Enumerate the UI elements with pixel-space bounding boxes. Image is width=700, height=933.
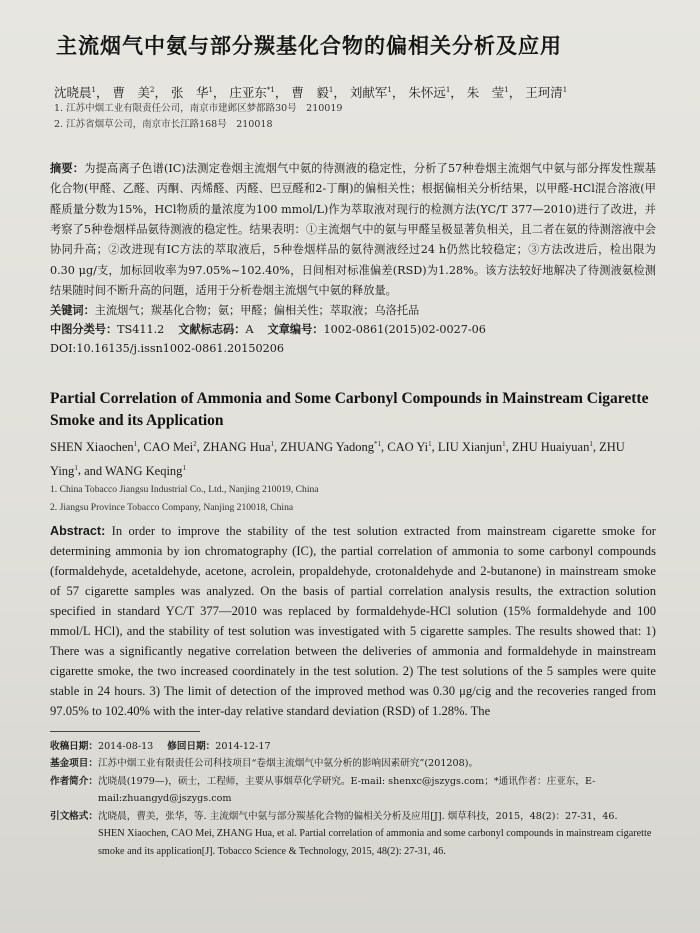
abstract-cn: [50, 159, 656, 301]
title-cn: 主流烟气中氨与部分羰基化合物的偏相关分析及应用: [56, 34, 562, 58]
author-bio-row: [50, 773, 656, 808]
author-bio-text: 沈晓晨(1979—)，硕士，工程师，主要从事烟草化学研究。E-mail: shenxc@jszygs.com；*通讯作者：庄亚东，E-mail:zhuangyd@jszygs.com: [97, 775, 596, 805]
author-en: CAO Mei$^2$: [143, 440, 197, 455]
fund-text: 江苏中烟工业有限责任公司科技项目“卷烟主流烟气中氨分析的影响因素研究”(201208)。: [97, 758, 479, 770]
author-en: ZHANG Hua$^1$: [202, 440, 275, 455]
author-en: ZHU Ying$^1$: [50, 440, 625, 478]
fund-label: 基金项目：: [50, 758, 98, 770]
footnotes: [50, 738, 656, 861]
author-en: ZHU Huaiyuan$^1$: [511, 440, 593, 455]
author-bio-label: 作者简介：: [50, 775, 98, 787]
author-cn: 曹 美$^2$: [112, 85, 155, 101]
author-cn: 朱 莹$^1$: [466, 85, 509, 101]
author-cn: 刘献军$^1$: [349, 85, 392, 101]
doc-code-value: A: [245, 323, 254, 337]
clc-value: TS411.2: [117, 323, 165, 337]
received-date: 2014-08-13: [97, 740, 154, 752]
citation-en-row: [50, 825, 656, 860]
author-cn: 庄亚东$^{*1}$: [229, 85, 275, 101]
author-en: ZHUANG Yadong$^{*1}$: [280, 440, 382, 455]
article-no-value: 1002-0861(2015)02-0027-06: [323, 323, 486, 337]
author-en: CAO Yi$^1$: [387, 440, 432, 455]
citation-label: 引文格式：: [50, 810, 98, 822]
citation-text-cn: 沈晓晨，曹美，张华，等. 主流烟气中氨与部分羰基化合物的偏相关分析及应用[J]. 烟草科技，2015，48(2)：27-31，46.: [97, 810, 618, 822]
authors-cn: 沈晓晨$^1$， 曹 美$^2$， 张 华$^1$， 庄亚东$^{*1}$， 曹 毅$^1$， 刘献军$^1$， 朱怀远$^1$， 朱 莹$^1$， 王珂清$^1$: [54, 85, 568, 101]
author-cn: 王珂清$^1$: [525, 85, 568, 101]
abstract-cn-label: 摘要：: [50, 162, 85, 176]
doc-code-label: 文献标志码：: [178, 323, 246, 337]
classification-line: [50, 320, 656, 339]
abstract-en: [50, 521, 656, 721]
affiliation-en-2: 2. Jiangsu Province Tobacco Company, Nanjing 210018, China: [50, 501, 294, 513]
article-no-label: 文章编号：: [267, 323, 324, 337]
clc-label: 中图分类号：: [50, 323, 118, 337]
author-cn: 沈晓晨$^1$: [54, 85, 96, 101]
revised-date: 2014-12-17: [215, 740, 271, 752]
author-cn: 张 华$^1$: [170, 85, 213, 101]
keywords-cn-label: 关键词：: [50, 304, 95, 318]
affiliation-cn-1: 1. 江苏中烟工业有限责任公司，南京市建邺区梦都路30号 210019: [54, 103, 343, 115]
affiliation-en-1: 1. China Tobacco Jiangsu Industrial Co., Ltd., Nanjing 210019, China: [50, 483, 319, 495]
footnote-divider: [50, 731, 200, 732]
fund-row: [50, 755, 656, 773]
abstract-cn-text: 为提高离子色谱(IC)法测定卷烟主流烟气中氨的待测液的稳定性，分析了57种卷烟主流烟气中氨与部分挥发性羰基化合物(甲醛、乙醛、丙酮、丙烯醛、丙醛、巴豆醛和2-丁酮)的偏相关性；根据偏相关分析结果，以甲醛-HCl混合溶液(甲醛质量分数为15%，HCl物质的量浓度为100 mmol/L)作为萃取液对现行的检测方法(YC/T 377—2010)进行了改进，并考察了5种卷烟样品氨待测液的稳定性。结果表明：①主流烟气中的氨与甲醛呈极显著负相关，且二者在氨的待测溶液中会协同升高；②改进现有IC方法的萃取液后，5种卷烟样品的氨待测液经过24 h仍然比较稳定；③方法改进后，检出限为0.30 μg/支，加标回收率为97.05%~102.40%，日间相对标准偏差(RSD)为1.28%。该方法较好地解决了待测液氨检测结果随时间不断升高的问题，适用于分析卷烟主流烟气中氨的释放量。: [50, 162, 656, 297]
keywords-cn-text: 主流烟气；羰基化合物；氨；甲醛；偏相关性；萃取液；乌洛托品: [94, 304, 420, 318]
citation-text-en: SHEN Xiaochen, CAO Mei, ZHANG Hua, et al. Partial correlation of ammonia and some carbonyl compounds in mainstream cigarette smoke and its application[J]. Tobacco Science & Technology, 2015, 48(2): 27-31, 46.: [97, 828, 652, 857]
authors-en: SHEN Xiaochen$^1$, CAO Mei$^2$, ZHANG Hua$^1$, ZHUANG Yadong$^{*1}$, CAO Yi$^1$, LIU Xianjun$^1$, ZHU Huaiyuan$^1$, ZHU Ying$^1$, and WANG Keqing$^1$: [50, 440, 625, 478]
author-en: SHEN Xiaochen$^1$: [50, 440, 138, 455]
author-en: and WANG Keqing$^1$: [84, 463, 186, 478]
citation-row: [50, 808, 656, 826]
abstract-en-text: In order to improve the stability of the test solution extracted from mainstream cigarette smoke for determining ammonia by ion chromatography (IC), the partial correlation of ammonia to some carbonyl compounds (formaldehyde, acetaldehyde, acetone, acrolein, propaldehyde, crotonaldehyde and 2-butanone) in mainstream smoke of 57 cigarette samples was analyzed. On the basis of partial correlation analysis results, the extraction solution specified in standard YC/T 377—2010 was replaced by formaldehyde-HCl solution (15% formaldehyde and 100 mmol/L HCl), and the stability of test solution was investigated with 5 cigarette samples. The results showed that: 1) There was a significantly negative correlation between the deliveries of ammonia and formaldehyde in mainstream cigarette smoke, the two increased coordinately in the test solution. 2) The test solutions of the 5 samples were quite stable in 24 hours. 3) The limit of detection of the improved method was 0.30 μg/cig and the recoveries ranged from 97.05% to 102.40% with the inter-day relative standard deviation (RSD) of 1.28%. The: [50, 523, 656, 718]
keywords-cn: [50, 301, 656, 320]
revised-label: 修回日期：: [167, 740, 216, 752]
affiliation-cn-2: 2. 江苏省烟草公司，南京市长江路168号 210018: [54, 119, 273, 131]
title-en: Partial Correlation of Ammonia and Some Carbonyl Compounds in Mainstream Cigarette Smoke and its Application: [50, 390, 649, 430]
doi: DOI:10.16135/j.issn1002-0861.20150206: [50, 342, 284, 356]
author-cn: 曹 毅$^1$: [291, 85, 334, 101]
received-label: 收稿日期：: [50, 740, 98, 752]
author-cn: 朱怀远$^1$: [408, 85, 451, 101]
dates-row: [50, 738, 656, 756]
author-en: LIU Xianjun$^1$: [437, 440, 506, 455]
abstract-en-label: Abstract:: [50, 523, 106, 538]
